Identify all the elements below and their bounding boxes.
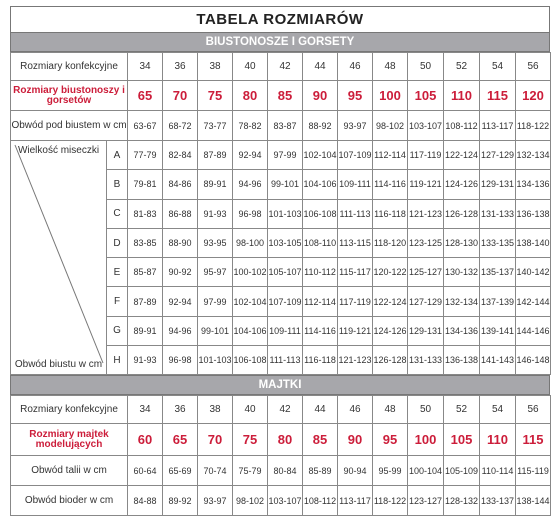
bras-size-row-cell: 120 — [516, 81, 551, 111]
cup-letter: E — [107, 258, 128, 287]
panties-conf-size-row-cell: 54 — [480, 396, 516, 424]
waist-row-cell: 115-119 — [516, 456, 551, 486]
bust-cell: 90-92 — [163, 258, 198, 287]
bras-conf-size-row-cell: 34 — [128, 53, 163, 81]
bust-cell: 142-144 — [516, 287, 551, 316]
bust-cell: 112-114 — [303, 287, 338, 316]
cup-row — [11, 141, 551, 170]
bust-cell: 102-104 — [303, 141, 338, 170]
bras-conf-size-row-cell: 54 — [480, 53, 516, 81]
bras-conf-size-row-cell: 56 — [516, 53, 551, 81]
bust-cell: 117-119 — [338, 287, 373, 316]
cup-letter: A — [107, 141, 128, 170]
bust-cell: 97-99 — [268, 141, 303, 170]
underbust-row-cell: 73-77 — [198, 111, 233, 141]
bust-cell: 103-105 — [268, 228, 303, 257]
bras-conf-size-row-cell: 42 — [268, 53, 303, 81]
bust-cell: 94-96 — [163, 316, 198, 345]
bras-table — [10, 52, 551, 375]
panties-conf-size-row-cell: 48 — [373, 396, 408, 424]
bust-cell: 124-126 — [373, 316, 408, 345]
bras-conf-size-row-cell: 50 — [408, 53, 444, 81]
bust-cell: 124-126 — [444, 170, 480, 199]
cup-letter: C — [107, 199, 128, 228]
bras-conf-size-row-cell: 44 — [303, 53, 338, 81]
hips-row-cell: 133-137 — [480, 486, 516, 516]
bust-circumference-label: Obwód biustu w cm — [14, 359, 103, 371]
underbust-row-cell: 113-117 — [480, 111, 516, 141]
panties-size-row — [11, 424, 551, 456]
bras-size-row-cell: 80 — [233, 81, 268, 111]
bust-cell: 123-125 — [408, 228, 444, 257]
bust-cell: 127-129 — [480, 141, 516, 170]
hips-row-cell: 89-92 — [163, 486, 198, 516]
bust-cell: 116-118 — [303, 346, 338, 375]
bras-conf-size-row — [11, 53, 551, 81]
bust-cell: 89-91 — [198, 170, 233, 199]
hips-row-cell: 118-122 — [373, 486, 408, 516]
bust-cell: 106-108 — [233, 346, 268, 375]
cup-bust-label-cell — [11, 141, 107, 375]
bust-cell: 129-131 — [480, 170, 516, 199]
underbust-row-cell: 78-82 — [233, 111, 268, 141]
panties-conf-size-row-cell: 38 — [198, 396, 233, 424]
hips-row-label: Obwód bioder w cm — [11, 486, 128, 516]
bust-cell: 130-132 — [444, 258, 480, 287]
bras-conf-size-row-cell: 40 — [233, 53, 268, 81]
bust-cell: 100-102 — [233, 258, 268, 287]
bust-cell: 120-122 — [373, 258, 408, 287]
panties-conf-size-row-label: Rozmiary konfekcyjne — [11, 396, 128, 424]
panties-size-row-cell: 115 — [516, 424, 551, 456]
underbust-row-cell: 103-107 — [408, 111, 444, 141]
bras-section-header: BIUSTONOSZE I GORSETY — [10, 32, 550, 52]
panties-size-row-cell: 100 — [408, 424, 444, 456]
bras-size-row-cell: 85 — [268, 81, 303, 111]
bust-cell: 109-111 — [268, 316, 303, 345]
bust-cell: 99-101 — [198, 316, 233, 345]
bras-size-row-cell: 95 — [338, 81, 373, 111]
bust-cell: 144-146 — [516, 316, 551, 345]
underbust-row-cell: 98-102 — [373, 111, 408, 141]
bust-cell: 83-85 — [128, 228, 163, 257]
bust-cell: 96-98 — [163, 346, 198, 375]
cup-size-label: Wielkość miseczki — [17, 145, 100, 156]
waist-row-cell: 100-104 — [408, 456, 444, 486]
underbust-row-cell: 88-92 — [303, 111, 338, 141]
bust-cell: 84-86 — [163, 170, 198, 199]
bust-cell: 122-124 — [373, 287, 408, 316]
bust-cell: 129-131 — [408, 316, 444, 345]
panties-conf-size-row-cell: 42 — [268, 396, 303, 424]
hips-row — [11, 486, 551, 516]
bust-cell: 127-129 — [408, 287, 444, 316]
underbust-row-cell: 118-122 — [516, 111, 551, 141]
bras-size-row-cell: 70 — [163, 81, 198, 111]
bust-cell: 114-116 — [303, 316, 338, 345]
bust-cell: 106-108 — [303, 199, 338, 228]
waist-row-label: Obwód talii w cm — [11, 456, 128, 486]
hips-row-cell: 98-102 — [233, 486, 268, 516]
bust-cell: 111-113 — [268, 346, 303, 375]
bust-cell: 105-107 — [268, 258, 303, 287]
panties-size-row-cell: 70 — [198, 424, 233, 456]
panties-size-row-cell: 85 — [303, 424, 338, 456]
bras-size-row-cell: 105 — [408, 81, 444, 111]
panties-size-row-cell: 75 — [233, 424, 268, 456]
bras-size-row-cell: 100 — [373, 81, 408, 111]
bust-cell: 91-93 — [198, 199, 233, 228]
panties-size-row-cell: 95 — [373, 424, 408, 456]
bras-size-row-label: Rozmiary biustonoszy i gorsetów — [11, 81, 128, 111]
bust-cell: 82-84 — [163, 141, 198, 170]
waist-row — [11, 456, 551, 486]
panties-size-row-cell: 80 — [268, 424, 303, 456]
bust-cell: 77-79 — [128, 141, 163, 170]
bust-cell: 122-124 — [444, 141, 480, 170]
bust-cell: 119-121 — [408, 170, 444, 199]
hips-row-cell: 138-144 — [516, 486, 551, 516]
bust-cell: 101-103 — [268, 199, 303, 228]
bras-size-row-cell: 65 — [128, 81, 163, 111]
waist-row-cell: 70-74 — [198, 456, 233, 486]
bras-conf-size-row-cell: 48 — [373, 53, 408, 81]
waist-row-cell: 75-79 — [233, 456, 268, 486]
bust-cell: 131-133 — [408, 346, 444, 375]
bust-cell: 88-90 — [163, 228, 198, 257]
bust-cell: 107-109 — [338, 141, 373, 170]
bust-cell: 113-115 — [338, 228, 373, 257]
waist-row-cell: 90-94 — [338, 456, 373, 486]
waist-row-cell: 65-69 — [163, 456, 198, 486]
bust-cell: 139-141 — [480, 316, 516, 345]
bust-cell: 104-106 — [303, 170, 338, 199]
hips-row-cell: 84-88 — [128, 486, 163, 516]
bust-cell: 133-135 — [480, 228, 516, 257]
bust-cell: 86-88 — [163, 199, 198, 228]
bras-conf-size-row-cell: 52 — [444, 53, 480, 81]
bust-cell: 110-112 — [303, 258, 338, 287]
panties-size-row-cell: 65 — [163, 424, 198, 456]
hips-row-cell: 103-107 — [268, 486, 303, 516]
bust-cell: 111-113 — [338, 199, 373, 228]
bust-cell: 126-128 — [373, 346, 408, 375]
panties-size-row-cell: 90 — [338, 424, 373, 456]
bust-cell: 140-142 — [516, 258, 551, 287]
bust-cell: 136-138 — [444, 346, 480, 375]
panties-section-header: MAJTKI — [10, 375, 550, 395]
bust-cell: 104-106 — [233, 316, 268, 345]
bust-cell: 108-110 — [303, 228, 338, 257]
bust-cell: 132-134 — [516, 141, 551, 170]
cup-letter: H — [107, 346, 128, 375]
bust-cell: 141-143 — [480, 346, 516, 375]
hips-row-cell: 123-127 — [408, 486, 444, 516]
bras-conf-size-row-label: Rozmiary konfekcyjne — [11, 53, 128, 81]
bust-cell: 98-100 — [233, 228, 268, 257]
cup-letter: F — [107, 287, 128, 316]
cup-letter: B — [107, 170, 128, 199]
diagonal-divider — [11, 141, 107, 367]
bust-cell: 96-98 — [233, 199, 268, 228]
bust-cell: 102-104 — [233, 287, 268, 316]
underbust-row-cell: 63-67 — [128, 111, 163, 141]
bust-cell: 109-111 — [338, 170, 373, 199]
bust-cell: 79-81 — [128, 170, 163, 199]
bust-cell: 121-123 — [338, 346, 373, 375]
bust-cell: 136-138 — [516, 199, 551, 228]
panties-size-row-cell: 60 — [128, 424, 163, 456]
panties-table — [10, 395, 551, 516]
bust-cell: 117-119 — [408, 141, 444, 170]
waist-row-cell: 85-89 — [303, 456, 338, 486]
bust-cell: 114-116 — [373, 170, 408, 199]
bust-cell: 87-89 — [128, 287, 163, 316]
panties-conf-size-row — [11, 396, 551, 424]
bras-conf-size-row-cell: 36 — [163, 53, 198, 81]
bust-cell: 125-127 — [408, 258, 444, 287]
panties-size-row-cell: 105 — [444, 424, 480, 456]
bras-size-row-cell: 75 — [198, 81, 233, 111]
bust-cell: 138-140 — [516, 228, 551, 257]
bust-cell: 99-101 — [268, 170, 303, 199]
underbust-row — [11, 111, 551, 141]
bust-cell: 112-114 — [373, 141, 408, 170]
bust-cell: 92-94 — [163, 287, 198, 316]
bust-cell: 128-130 — [444, 228, 480, 257]
bust-cell: 116-118 — [373, 199, 408, 228]
bras-size-row-cell: 90 — [303, 81, 338, 111]
underbust-row-cell: 108-112 — [444, 111, 480, 141]
underbust-row-cell: 83-87 — [268, 111, 303, 141]
bust-cell: 121-123 — [408, 199, 444, 228]
panties-conf-size-row-cell: 46 — [338, 396, 373, 424]
bust-cell: 91-93 — [128, 346, 163, 375]
bras-size-row-cell: 115 — [480, 81, 516, 111]
bust-cell: 97-99 — [198, 287, 233, 316]
bust-cell: 132-134 — [444, 287, 480, 316]
bust-cell: 95-97 — [198, 258, 233, 287]
bust-cell: 107-109 — [268, 287, 303, 316]
waist-row-cell: 95-99 — [373, 456, 408, 486]
underbust-row-label: Obwód pod biustem w cm — [11, 111, 128, 141]
bras-conf-size-row-cell: 38 — [198, 53, 233, 81]
panties-conf-size-row-cell: 52 — [444, 396, 480, 424]
panties-size-row-cell: 110 — [480, 424, 516, 456]
bust-cell: 81-83 — [128, 199, 163, 228]
bust-cell: 89-91 — [128, 316, 163, 345]
bras-size-row-cell: 110 — [444, 81, 480, 111]
panties-conf-size-row-cell: 36 — [163, 396, 198, 424]
bras-size-row — [11, 81, 551, 111]
hips-row-cell: 128-132 — [444, 486, 480, 516]
bust-cell: 87-89 — [198, 141, 233, 170]
bust-cell: 134-136 — [444, 316, 480, 345]
panties-conf-size-row-cell: 34 — [128, 396, 163, 424]
bust-cell: 135-137 — [480, 258, 516, 287]
cup-letter: D — [107, 228, 128, 257]
bust-cell: 131-133 — [480, 199, 516, 228]
panties-conf-size-row-cell: 44 — [303, 396, 338, 424]
panties-conf-size-row-cell: 50 — [408, 396, 444, 424]
waist-row-cell: 110-114 — [480, 456, 516, 486]
bust-cell: 137-139 — [480, 287, 516, 316]
bust-cell: 115-117 — [338, 258, 373, 287]
panties-conf-size-row-cell: 40 — [233, 396, 268, 424]
bust-cell: 119-121 — [338, 316, 373, 345]
bust-cell: 101-103 — [198, 346, 233, 375]
hips-row-cell: 108-112 — [303, 486, 338, 516]
bust-cell: 134-136 — [516, 170, 551, 199]
bust-cell: 94-96 — [233, 170, 268, 199]
bust-cell: 85-87 — [128, 258, 163, 287]
underbust-row-cell: 93-97 — [338, 111, 373, 141]
bust-cell: 93-95 — [198, 228, 233, 257]
waist-row-cell: 80-84 — [268, 456, 303, 486]
underbust-row-cell: 68-72 — [163, 111, 198, 141]
hips-row-cell: 113-117 — [338, 486, 373, 516]
waist-row-cell: 60-64 — [128, 456, 163, 486]
bust-cell: 118-120 — [373, 228, 408, 257]
bust-cell: 146-148 — [516, 346, 551, 375]
panties-size-row-label: Rozmiary majtek modelujących — [11, 424, 128, 456]
hips-row-cell: 93-97 — [198, 486, 233, 516]
bust-cell: 92-94 — [233, 141, 268, 170]
chart-title: TABELA ROZMIARÓW — [10, 6, 550, 32]
bust-cell: 126-128 — [444, 199, 480, 228]
panties-conf-size-row-cell: 56 — [516, 396, 551, 424]
bras-conf-size-row-cell: 46 — [338, 53, 373, 81]
waist-row-cell: 105-109 — [444, 456, 480, 486]
size-chart — [10, 6, 550, 516]
cup-letter: G — [107, 316, 128, 345]
